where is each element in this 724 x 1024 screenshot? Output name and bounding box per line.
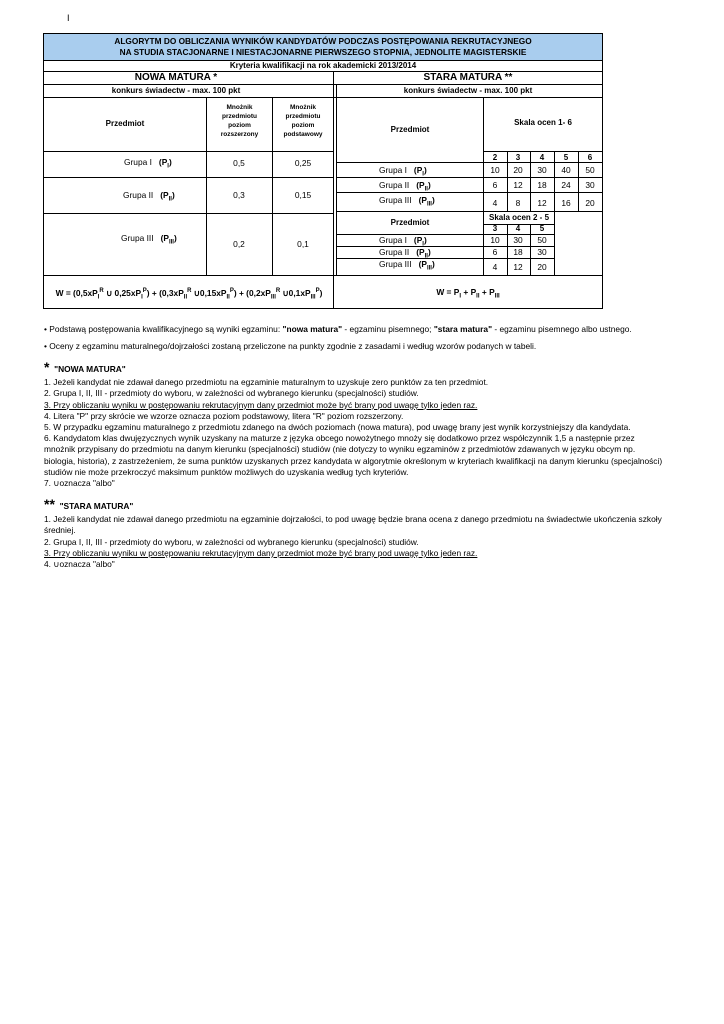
header-line1: ALGORYTM DO OBLICZANIA WYNIKÓW KANDYDATÓW PODCZAS POSTĘPOWANIA REKRUTACYJNEGO xyxy=(114,36,532,46)
stara-cell: 4 xyxy=(492,262,498,272)
page-mark: I xyxy=(67,13,70,23)
stara-cell: 6 xyxy=(492,180,498,190)
stara-row-label: Grupa III $(P_{III})$ xyxy=(379,259,435,272)
stara-cell: 6 xyxy=(492,247,498,257)
stara-row-label: Grupa III $(P_{III})$ xyxy=(379,195,435,208)
note-item: 4. Litera "P" przy skrócie we wzorze oznacza poziom podstawowy, litera "R" poziom rozszerzony. xyxy=(44,410,404,421)
stara-cell: 16 xyxy=(561,198,571,208)
stara-row-label: Grupa I $(P_I)$ xyxy=(379,235,427,248)
stara-row-label: Grupa II $(P_{II})$ xyxy=(379,180,431,193)
stara-cell: 4 xyxy=(492,198,498,208)
stara-subtitle: konkurs świadectw - max. 100 pkt xyxy=(403,86,533,95)
stara-cell: 20 xyxy=(513,165,523,175)
stara-col-przedmiot: Przedmiot xyxy=(390,125,430,134)
stara-title: STARA MATURA ** xyxy=(423,72,513,83)
nowa-row-label: Grupa I $(P_I)$ xyxy=(124,157,172,170)
stara-col-przedmiot2: Przedmiot xyxy=(390,218,430,227)
nowa-notes xyxy=(44,359,664,489)
stara-notes-title: "STARA MATURA" xyxy=(59,501,134,511)
stara-cell: 30 xyxy=(537,247,547,257)
bullet-1: • Podstawą postępowania kwalifikacyjnego są wyniki egzaminu: "nowa matura" - egzaminu pisemnego; "stara matura" - egzaminu pisemnego albo ustnego. xyxy=(44,324,632,334)
note-item: 1. Jeżeli kandydat nie zdawał danego przedmiotu na egzaminie maturalnym to uzyskuje zero punktów za ten przedmiot. xyxy=(44,377,489,388)
note-item: 3. Przy obliczaniu wyniku w postępowaniu rekrutacyjnym dany przedmiot może być brany pod uwagę tylko jeden raz. xyxy=(44,547,478,558)
nowa-cell: 0,25 xyxy=(294,158,312,168)
nowa-cell: 0,1 xyxy=(297,239,309,249)
stara-cell: 12 xyxy=(513,262,523,272)
grade-header: 4 xyxy=(515,224,521,233)
stara-cell: 8 xyxy=(515,198,521,208)
stara-formula: $W = P_I + P_{II} + P_{III}$ xyxy=(436,287,500,300)
grade-header: 5 xyxy=(539,224,545,233)
stara-cell: 24 xyxy=(561,180,571,190)
stara-cell: 50 xyxy=(585,165,595,175)
stara-scale16: Skala ocen 1- 6 xyxy=(514,118,572,127)
stara-cell: 50 xyxy=(537,235,547,245)
grade-header: 5 xyxy=(563,153,569,162)
nowa-col-podstawowy: Mnożnik przedmiotu poziom podstawowy xyxy=(283,104,323,138)
stara-cell: 30 xyxy=(513,235,523,245)
note-item: 4. ∪oznacza "albo" xyxy=(44,559,115,570)
nowa-col-przedmiot: Przedmiot xyxy=(105,119,145,128)
bullet-2: • Oceny z egzaminu maturalnego/dojrzałości zostaną przeliczone na punkty zgodnie z zasadami i według wzorów podanych w tabeli. xyxy=(44,341,537,351)
stara-cell: 30 xyxy=(585,180,595,190)
grade-header: 2 xyxy=(492,153,498,162)
nowa-row-label: Grupa III $(P_{III})$ xyxy=(121,233,177,246)
nowa-col-rozszerzony: Mnożnik przedmiotu poziom rozszerzony xyxy=(220,104,259,138)
note-item: 2. Grupa I, II, III - przedmioty do wyboru, w zależności od wybranego kierunku (specjalności) studiów. xyxy=(44,536,419,547)
note-item: 6. Kandydatom klas dwujęzycznych wynik uzyskany na maturze z języka obcego nowożytnego mnoży się dodatkowo przez współczynnik 1,5 a następnie przez mnożnik przypisany do przedmiotu na danym kierunku (specjalności) studiów (nie dotyczy to wyniku egzaminów z przedmiotów zdawanych w języku obcym np. biologia, historia), z zastrzeżeniem, że suma punktów uzyskanych przez kandydata w algorytmie określonym w kryteriach kwalifikacji na danym kierunku (specjalności) studiów nie może przekroczyć maksimum punktów możliwych do uzyskania według tych kryteriów. xyxy=(44,433,663,477)
stara-row-label: Grupa II $(P_{II})$ xyxy=(379,247,431,260)
nowa-cell: 0,15 xyxy=(294,190,312,200)
grade-header: 6 xyxy=(587,153,593,162)
stara-scale25: Skala ocen 2 - 5 xyxy=(488,213,550,222)
stara-notes xyxy=(44,496,664,570)
star-mark: ** xyxy=(44,496,55,512)
star-mark: * xyxy=(44,359,50,375)
note-item: 7. ∪oznacza "albo" xyxy=(44,478,115,489)
stara-cell: 20 xyxy=(585,198,595,208)
grade-header: 4 xyxy=(539,153,545,162)
stara-cell: 10 xyxy=(490,235,500,245)
stara-cell: 30 xyxy=(537,165,547,175)
grade-header: 3 xyxy=(492,224,498,233)
stara-row-label: Grupa I $(P_I)$ xyxy=(379,165,427,178)
nowa-notes-title: "NOWA MATURA" xyxy=(54,364,126,374)
note-item: 3. Przy obliczaniu wyniku w postępowaniu rekrutacyjnym dany przedmiot może być brany pod uwagę tylko jeden raz. xyxy=(44,399,478,410)
nowa-cell: 0,5 xyxy=(233,158,245,168)
stara-cell: 18 xyxy=(537,180,547,190)
nowa-formula: $W = (0,5xP_I^R$ ∪ $0,25xP_I^P) + (0,3xP_{II}^R$ $\cup 0,15xP_{II}^P) + (0,2xP_{III}^R$ $\cup 0,1xP_{III}^P$) xyxy=(55,287,323,301)
note-item: 5. W przypadku egzaminu maturalnego z przedmiotu zdanego na dwóch poziomach (nowa matura), pod uwagę brany jest wynik korzystniejszy dla kandydata. xyxy=(44,422,631,433)
nowa-subtitle: konkurs świadectw - max. 100 pkt xyxy=(111,86,241,95)
note-item: 2. Grupa I, II, III - przedmioty do wyboru, w zależności od wybranego kierunku (specjalności) studiów. xyxy=(44,388,419,399)
nowa-cell: 0,3 xyxy=(233,190,245,200)
nowa-title: NOWA MATURA * xyxy=(134,72,218,83)
nowa-cell: 0,2 xyxy=(233,239,245,249)
criteria-line: Kryteria kwalifikacji na rok akademicki 2013/2014 xyxy=(229,61,417,70)
nowa-row-label: Grupa II $(P_{II})$ xyxy=(123,190,175,203)
header-line2: NA STUDIA STACJONARNE I NIESTACJONARNE PIERWSZEGO STOPNIA, JEDNOLITE MAGISTERSKIE xyxy=(119,47,527,57)
grade-header: 3 xyxy=(515,153,521,162)
stara-cell: 12 xyxy=(513,180,523,190)
note-item: 1. Jeżeli kandydat nie zdawał danego przedmiotu na egzaminie dojrzałości, to pod uwagę będzie brana ocena z danego przedmiotu na świadectwie ukończenia szkoły średniej. xyxy=(44,514,662,536)
stara-cell: 40 xyxy=(561,165,571,175)
stara-cell: 10 xyxy=(490,165,500,175)
stara-cell: 12 xyxy=(537,198,547,208)
stara-cell: 18 xyxy=(513,247,523,257)
stara-cell: 20 xyxy=(537,262,547,272)
